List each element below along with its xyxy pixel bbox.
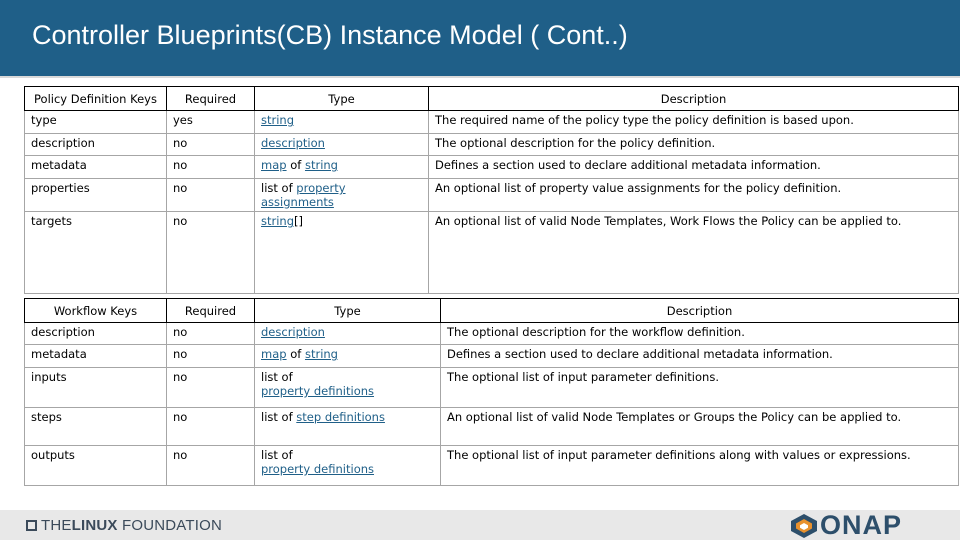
type-link[interactable]: description — [261, 325, 325, 339]
page-title: Controller Blueprints(CB) Instance Model ( Cont..) — [32, 20, 628, 50]
description-cell: An optional list of valid Node Templates, Work Flows the Policy can be applied to. — [429, 212, 959, 294]
onap-mark-icon — [790, 513, 818, 539]
required-cell: no — [167, 134, 255, 156]
key-cell: description — [25, 134, 167, 156]
required-cell: no — [167, 212, 255, 294]
type-cell — [255, 323, 441, 345]
type-link[interactable]: string — [261, 214, 295, 228]
table-row — [25, 179, 959, 212]
description-cell: The optional list of input parameter definitions. — [441, 368, 959, 408]
type-link[interactable]: property assignments — [261, 181, 346, 209]
type-cell — [255, 156, 429, 179]
table-row — [25, 212, 959, 294]
linux-foundation-icon — [26, 520, 37, 531]
type-text: of — [286, 347, 305, 361]
column-header: Description — [441, 299, 959, 323]
description-cell: The optional list of input parameter definitions along with values or expressions. — [441, 446, 959, 486]
description-cell: The required name of the policy type the policy definition is based upon. — [429, 111, 959, 134]
required-cell: no — [167, 345, 255, 368]
title-bar-divider — [0, 76, 960, 78]
table-row — [25, 446, 959, 486]
type-cell — [255, 368, 441, 408]
column-header: Policy Definition Keys — [25, 87, 167, 111]
type-text: list of — [261, 181, 297, 195]
key-cell: metadata — [25, 345, 167, 368]
table-row — [25, 408, 959, 446]
key-cell: targets — [25, 212, 167, 294]
type-link[interactable]: string — [304, 347, 338, 361]
required-cell: no — [167, 179, 255, 212]
column-header: Required — [167, 299, 255, 323]
key-cell: type — [25, 111, 167, 134]
key-cell: outputs — [25, 446, 167, 486]
type-cell — [255, 179, 429, 212]
description-cell: The optional description for the workflow definition. — [441, 323, 959, 345]
type-link[interactable]: map — [261, 347, 287, 361]
column-header: Type — [255, 299, 441, 323]
onap-logo: ONAP — [790, 513, 818, 541]
description-cell: The optional description for the policy definition. — [429, 134, 959, 156]
required-cell: no — [167, 323, 255, 345]
required-cell: no — [167, 408, 255, 446]
column-header: Type — [255, 87, 429, 111]
table-row — [25, 134, 959, 156]
column-header: Description — [429, 87, 959, 111]
key-cell: description — [25, 323, 167, 345]
table-row — [25, 323, 959, 345]
description-cell: Defines a section used to declare additional metadata information. — [441, 345, 959, 368]
workflow-table — [24, 298, 959, 486]
type-cell — [255, 446, 441, 486]
required-cell: no — [167, 446, 255, 486]
type-link[interactable]: property definitions — [261, 462, 375, 476]
type-link[interactable]: description — [261, 136, 325, 150]
type-cell — [255, 212, 429, 294]
required-cell: no — [167, 368, 255, 408]
type-text: [] — [294, 214, 303, 228]
type-cell — [255, 111, 429, 134]
type-cell — [255, 345, 441, 368]
table-row — [25, 368, 959, 408]
key-cell: metadata — [25, 156, 167, 179]
table-row — [25, 111, 959, 134]
type-link[interactable]: string — [304, 158, 338, 172]
description-cell: An optional list of property value assignments for the policy definition. — [429, 179, 959, 212]
key-cell: inputs — [25, 368, 167, 408]
type-text: list of — [261, 370, 293, 384]
required-cell: no — [167, 156, 255, 179]
linux-foundation-logo: THELINUX FOUNDATION — [26, 517, 222, 534]
type-text: list of — [261, 410, 297, 424]
required-cell: yes — [167, 111, 255, 134]
type-link[interactable]: map — [261, 158, 287, 172]
type-text: of — [286, 158, 305, 172]
table-row — [25, 156, 959, 179]
type-cell — [255, 134, 429, 156]
type-link[interactable]: string — [261, 113, 295, 127]
type-link[interactable]: property definitions — [261, 384, 375, 398]
key-cell: properties — [25, 179, 167, 212]
description-cell: An optional list of valid Node Templates or Groups the Policy can be applied to. — [441, 408, 959, 446]
policy-definition-table — [24, 86, 959, 294]
type-text: list of — [261, 448, 293, 462]
column-header: Required — [167, 87, 255, 111]
type-cell — [255, 408, 441, 446]
table-row — [25, 345, 959, 368]
column-header: Workflow Keys — [25, 299, 167, 323]
type-link[interactable]: step definitions — [296, 410, 385, 424]
key-cell: steps — [25, 408, 167, 446]
description-cell: Defines a section used to declare additional metadata information. — [429, 156, 959, 179]
